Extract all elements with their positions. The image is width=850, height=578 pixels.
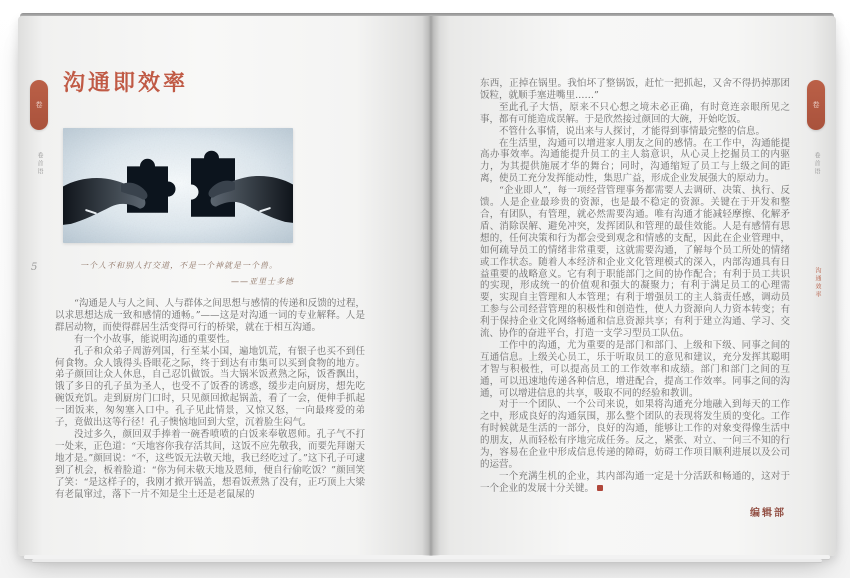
paragraph: 有一个小故事，能说明沟通的重要性。 <box>74 333 236 345</box>
left-page-body <box>55 298 365 500</box>
section-tab-char: 卷 <box>812 101 820 109</box>
paragraph: 工作中的沟通，尤为重要的是部门和部门、上级和下级、同事之间的互通信息。上级关心员工，乐于听取员工的意见和建议，充分发挥其聪明才智与积极性，可以提高员工的工作效率和成绩。部门和部门之间的互通，可以迅速地传递各种信息，增进配合，提高工作效率。同事之间的沟通，可以增进信息的共享，吸取不同的经验和教训。 <box>480 339 790 399</box>
page-stack-edge <box>32 559 822 563</box>
section-side-label: 卷首语 <box>813 152 820 176</box>
editor-signature: 编辑部 <box>750 508 786 519</box>
quote-block <box>80 260 294 287</box>
left-page <box>18 16 430 556</box>
article-title: 沟通即效率 <box>63 71 189 96</box>
book-spine <box>422 16 440 556</box>
article-end-mark <box>597 485 603 491</box>
open-book <box>18 16 836 556</box>
quote-text: 一个人不和别人打交道，不是一个神就是一个兽。 <box>80 261 278 270</box>
section-tab-char: 卷 <box>35 101 43 109</box>
right-page <box>430 16 836 556</box>
paragraph: “企业即人”，每一项经营管理事务都需要人去调研、决策、执行、反馈。人是企业最珍贵的资源，也是最不稳定的资源。关键在于开发和整合，有团队，有管理，就必然需要沟通。唯有沟通才能减轻摩擦、化解矛盾、消除误解、避免冲突，发挥团队和管理的最佳效能。人是有感情有思想的，任何决策和行为都会受到观念和情感的支配，因此在企业管理中，如何疏导员工的情绪非常重要，这就需要沟通，了解每个员工所处的情绪或工作状态。随着人本经济和企业文化管理模式的深入，内部沟通具有日益重要的战略意义。它有利于职能部门之间的协作配合；有利于员工共识的实现，形成统一的价值观和强大的凝聚力；有利于满足员工的心理需要，实现自主管理和人本管理；有利于增强员工的主人翁责任感，调动员工参与公司经营管理的积极性和创造性，使人力资源向人力资本转变；有利于保持企业文化网络畅通和信息资源共享；有利于建立沟通、学习、交流、协作的奋进平台，打造一支学习型员工队伍。 <box>480 185 790 340</box>
paragraph: 一个充满生机的企业，其内部沟通一定是十分活跃和畅通的，这对于一个企业的发展十分关键。 <box>480 470 790 494</box>
section-theme-label: 沟通效率 <box>814 267 821 299</box>
paragraph: 不管什么事情，说出来与人探讨，才能得到事情最完整的信息。 <box>499 125 766 137</box>
paragraph: 东西，正掉在锅里。我怕坏了整锅饭，赶忙一把抓起，又舍不得扔掉那团饭粒，就顺手塞进嘴里……” <box>480 78 790 101</box>
paragraph: 没过多久，颜回双手捧着一碗香喷喷的白饭来奉敬恩师。孔子气不打一处来，正色道：“天地容你我存活其间，这饭不应先敬我，而要先拜谢天地才是。”颜回说：“不，这些饭无法敬天地，我已经吃过了。”这下孔子可逮到了机会，板着脸道：“你为何未敬天地及恩师，便自行偷吃饭？”颜回笑了笑：“是这样子的，我刚才掀开锅盖，想看饭煮熟了没有，正巧顶上大梁有老鼠窜过，落下一片不知是尘土还是老鼠屎的 <box>55 428 365 500</box>
quote-attribution: ——亚里士多德 <box>231 276 294 286</box>
right-page-body <box>480 78 790 495</box>
section-side-label: 卷首语 <box>36 152 43 176</box>
section-tab <box>30 80 48 130</box>
paragraph: “沟通是人与人之间、人与群体之间思想与感情的传递和反馈的过程，以求思想达成一致和感情的通畅。”——这是对沟通一词的专业解释。人是群居动物，而使得群居生活变得可行的桥梁，就在于相互沟通。 <box>55 298 365 333</box>
puzzle-hands-illustration <box>63 128 293 243</box>
puzzle-hands-image <box>63 128 293 243</box>
paragraph: 孔子和众弟子周游列国，行至某小国，遍地饥荒，有银子也买不到任何食物。众人饿得头昏眼花之际，终于到达有市集可以买到食物的地方。弟子颜回让众人休息，自己忍饥做饭。当大锅米饭煮熟之际，饭香飘出，饿了多日的孔子虽为圣人，也受不了饭香的诱惑，缓步走向厨房，想先吃碗饭充饥。走到厨房门口时，只见颜回掀起锅盖，看了一会，便伸手抓起一团饭来，匆匆塞入口中。孔子见此情景，又惊又怒，一向最疼爱的弟子，竟做出这等行径！孔子懊恼地回到大堂，沉着脸生闷气。 <box>55 345 365 429</box>
section-tab <box>807 80 825 130</box>
paragraph: 对于一个团队、一个公司来说，如果将沟通充分地融入到每天的工作之中，形成良好的沟通氛围，那么整个团队的表现将发生质的变化。工作有时候就是生活的一部分，良好的沟通，能够让工作的对象变得像生活中的朋友，从而轻松有序地完成任务。反之，紧张、对立、一问三不知的行为，容易在企业中形成信息传递的障碍，妨碍工作项目顺利进展以及公司的运营。 <box>480 399 790 470</box>
paragraph: 至此孔子大悟，原来不只心想之境未必正确，有时竟连亲眼所见之事，都有可能造成误解。于是欣然接过颜回的大碗，开始吃饭。 <box>480 101 790 125</box>
page-ornament: 5 <box>31 262 38 273</box>
paragraph: 在生活里，沟通可以增进家人朋友之间的感情。在工作中，沟通能提高办事效率。沟通能提升员工的主人翁意识，从心灵上挖掘员工的内驱力，为其提供施展才华的舞台；同时，沟通缩短了员工与上级之间的距离，使员工充分发挥能动性，集思广益，形成企业发展强大的原动力。 <box>480 137 790 185</box>
